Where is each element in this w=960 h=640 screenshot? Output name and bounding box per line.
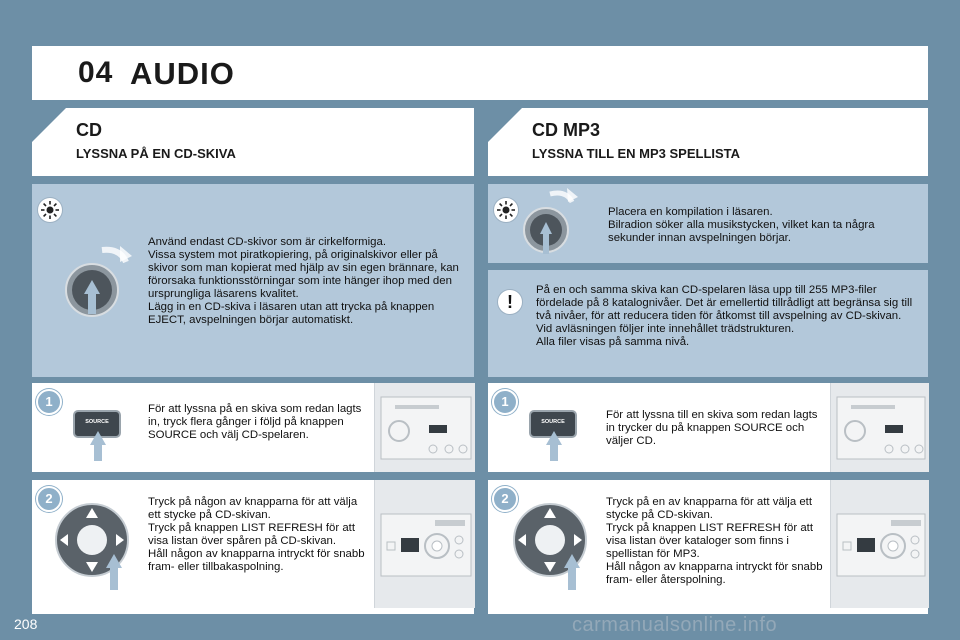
right-tip-panel bbox=[488, 184, 928, 263]
source-button-label: SOURCE bbox=[541, 419, 565, 425]
sun-icon bbox=[38, 198, 62, 222]
right-column-header bbox=[488, 108, 928, 176]
page-number: 208 bbox=[14, 616, 38, 632]
arrow-pad-icon bbox=[510, 496, 592, 592]
corner-wedge bbox=[488, 108, 522, 142]
radio-unit-icon bbox=[375, 383, 475, 472]
left-step2-text: Tryck på någon av knapparna för att välja ett stycke på CD-skivan. Tryck på knappen LIST REFRESH för att visa listan över spåren på CD-skivan. Håll någon av knapparna intryckt för snabb fram- eller tillbakaspolning. bbox=[148, 496, 365, 573]
step-badge: 1 bbox=[36, 389, 62, 415]
watermark: carmanualsonline.info bbox=[572, 614, 778, 636]
left-title: CD bbox=[76, 120, 102, 140]
step-badge: 2 bbox=[492, 486, 518, 512]
knob-icon bbox=[520, 188, 580, 262]
sun-icon bbox=[494, 198, 518, 222]
source-button-label: SOURCE bbox=[85, 419, 109, 425]
left-subtitle: LYSSNA PÅ EN CD-SKIVA bbox=[76, 146, 236, 161]
radio-unit-thumb bbox=[830, 383, 929, 472]
source-button-icon bbox=[528, 401, 578, 463]
right-warning-panel bbox=[488, 270, 928, 377]
right-tip-text: Placera en kompilation i läsaren. Bilradion söker alla musikstycken, vilket kan ta några sekunder innan avspelningen börjar. bbox=[608, 206, 875, 244]
right-subtitle: LYSSNA TILL EN MP3 SPELLISTA bbox=[532, 146, 741, 161]
left-column-header bbox=[32, 108, 474, 176]
band-right-mid bbox=[488, 263, 928, 270]
radio-unit-thumb bbox=[374, 480, 475, 608]
radio-unit-icon bbox=[831, 480, 929, 608]
right-step2-text: Tryck på en av knapparna för att välja ett stycke på CD-skivan. Tryck på knappen LIST REFRESH för att visa listan över kataloger som finns i spellistan för MP3. Håll någon av knapparna intryckt för snabb fram- eller återspolning. bbox=[606, 496, 823, 586]
header-divider bbox=[32, 100, 928, 108]
step-badge: 2 bbox=[36, 486, 62, 512]
band-3 bbox=[32, 472, 928, 480]
corner-wedge bbox=[32, 108, 66, 142]
left-step1-panel bbox=[32, 383, 474, 472]
right-warning-text: På en och samma skiva kan CD-spelaren läsa upp till 255 MP3-filer fördelade på 8 katalognivåer. Det är emellertid tillrådligt att begränsa sig till två nivåer, för att reducera tiden för åtkomst till avspelning av CD-skivan. Vid avläsningen följer inte innehållet trädstrukturen. Alla filer visas på samma nivå. bbox=[536, 284, 913, 348]
knob-icon bbox=[62, 242, 134, 328]
radio-unit-icon bbox=[375, 480, 475, 608]
radio-unit-thumb bbox=[830, 480, 929, 608]
chapter-title: AUDIO bbox=[130, 56, 235, 91]
left-step2-panel bbox=[32, 480, 474, 608]
left-step1-text: För att lyssna på en skiva som redan lagts in, tryck flera gånger i följd på knappen SOURCE och välj CD-spelaren. bbox=[148, 403, 362, 441]
source-button-icon bbox=[72, 401, 122, 463]
left-tip-panel bbox=[32, 184, 474, 377]
right-step2-panel bbox=[488, 480, 928, 608]
right-step1-text: För att lyssna till en skiva som redan lagts in trycker du på knappen SOURCE och väljer CD. bbox=[606, 409, 818, 447]
left-tip-text: Använd endast CD-skivor som är cirkelformiga. Vissa system mot piratkopiering, på originalskivor eller på skivor som man kopierat med hjälp av sin egen brännare, kan förorsaka funktionsstörningar som inte hänger ihop med den ursprungliga läsarens kvalitet. Lägg in en CD-skiva i läsaren utan att trycka på knappen EJECT, avspelningen börjar automatiskt. bbox=[148, 236, 459, 326]
warning-icon: ! bbox=[498, 290, 522, 314]
radio-unit-thumb bbox=[374, 383, 475, 472]
right-step1-panel bbox=[488, 383, 928, 472]
step-badge: 1 bbox=[492, 389, 518, 415]
arrow-pad-icon bbox=[52, 496, 134, 592]
chapter-number: 04 bbox=[78, 56, 114, 89]
radio-unit-icon bbox=[831, 383, 929, 472]
band-1 bbox=[32, 176, 928, 184]
right-title: CD MP3 bbox=[532, 120, 601, 140]
